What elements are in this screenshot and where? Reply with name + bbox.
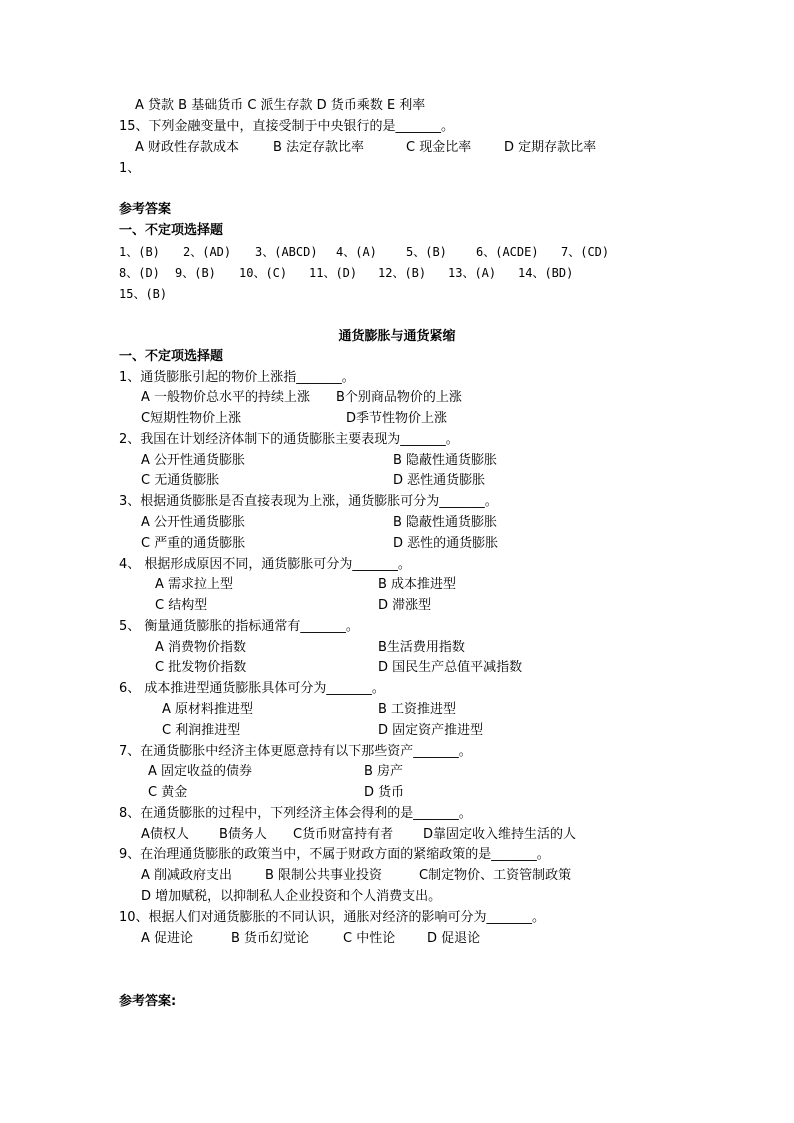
option: B债务人 [219,827,267,842]
chapter-title: 通货膨胀与通货紧缩 [338,329,456,344]
option: A 公开性通货膨胀 [141,453,246,468]
section-heading: 一、不定项选择题 [119,349,224,364]
option: A 需求拉上型 [155,577,234,592]
option: D 固定资产推进型 [378,723,484,738]
option: B 隐蔽性通货膨胀 [393,453,498,468]
option: A 削减政府支出 [141,868,233,883]
option: C 批发物价指数 [155,660,247,675]
option: A 公开性通货膨胀 [141,515,246,530]
option: A 固定收益的债券 [148,764,253,779]
answer-item: 9、(B) [175,266,216,280]
question-4: 4、 根据形成原因不同，通货膨胀可分为_______。 [119,557,411,572]
option: C 中性论 [343,931,396,946]
option: A 消费物价指数 [155,640,247,655]
option: A债权人 [141,827,189,842]
option: C 严重的通货膨胀 [141,536,246,551]
question-9: 9、在治理通货膨胀的政策当中，不属于财政方面的紧缩政策的是_______。 [119,847,550,862]
answer-item: 7、(CD) [561,245,610,259]
option: B 房产 [364,764,404,779]
answers-heading-2: 参考答案: [119,994,177,1009]
option: A 促进论 [141,931,194,946]
q15-option-b: B 法定存款比率 [273,140,365,155]
answer-item: 15、(B) [119,287,168,301]
answer-item: 2、(AD) [183,245,232,259]
question-6: 6、 成本推进型通货膨胀具体可分为_______。 [119,681,385,696]
answers-heading: 参考答案 [119,202,172,217]
question-3: 3、根据通货膨胀是否直接表现为上涨，通货膨胀可分为_______。 [119,494,498,509]
option: D 促退论 [427,931,481,946]
option: D 滞涨型 [378,598,432,613]
answer-item: 13、(A) [448,266,497,280]
option: C短期性物价上涨 [141,411,242,426]
option: C 无通货膨胀 [141,473,220,488]
answers-subheading: 一、不定项选择题 [119,223,224,238]
answer-item: 5、(B) [406,245,447,259]
option: C 利润推进型 [162,723,241,738]
option: D季节性物价上涨 [346,411,448,426]
option: A 原材料推进型 [162,702,254,717]
option: B 成本推进型 [378,577,457,592]
option: B 限制公共事业投资 [265,868,383,883]
option: C 黄金 [148,785,188,800]
question-10: 10、根据人们对通货膨胀的不同认识，通胀对经济的影响可分为_______。 [119,910,546,925]
answer-item: 12、(B) [378,266,427,280]
q15-option-a: A 财政性存款成本 [135,140,240,155]
answer-item: 8、(D) [119,266,160,280]
q15-question: 15、下列金融变量中，直接受制于中央银行的是_______。 [119,119,455,134]
answer-item: 14、(BD) [518,266,574,280]
question-1: 1、通货膨胀引起的物价上涨指_______。 [119,370,355,385]
option: D 国民生产总值平减指数 [378,660,523,675]
question-8: 8、在通货膨胀的过程中，下列经济主体会得利的是_______。 [119,806,472,821]
q14-options: A 贷款 B 基础货币 C 派生存款 D 货币乘数 E 利率 [135,98,426,113]
option: B 货币幻觉论 [231,931,310,946]
q15-option-c: C 现金比率 [406,140,472,155]
option: D靠固定收入维持生活的人 [423,827,577,842]
question-7: 7、在通货膨胀中经济主体更愿意持有以下那些资产_______。 [119,744,472,759]
question-2: 2、我国在计划经济体制下的通货膨胀主要表现为_______。 [119,432,459,447]
option: B生活费用指数 [378,640,465,655]
option: D 增加赋税，以抑制私人企业投资和个人消费支出。 [141,889,442,904]
answer-item: 6、(ACDE) [476,245,539,259]
option: C 结构型 [155,598,208,613]
q15-option-d: D 定期存款比率 [504,140,597,155]
option: C制定物价、工资管制政策 [419,868,572,883]
option: B个别商品物价的上涨 [336,390,462,405]
question-5: 5、 衡量通货膨胀的指标通常有_______。 [119,619,359,634]
option: C货币财富持有者 [293,827,394,842]
option: B 隐蔽性通货膨胀 [393,515,498,530]
option: A 一般物价总水平的持续上涨 [141,390,311,405]
answer-item: 4、(A) [336,245,377,259]
answer-item: 10、(C) [239,266,288,280]
answer-item: 3、(ABCD) [255,245,318,259]
option: D 恶性的通货膨胀 [393,536,499,551]
answer-item: 11、(D) [309,266,358,280]
stray-line: 1、 [119,161,141,176]
option: D 货币 [364,785,405,800]
answer-item: 1、(B) [119,245,160,259]
option: D 恶性通货膨胀 [393,473,486,488]
option: B 工资推进型 [378,702,457,717]
